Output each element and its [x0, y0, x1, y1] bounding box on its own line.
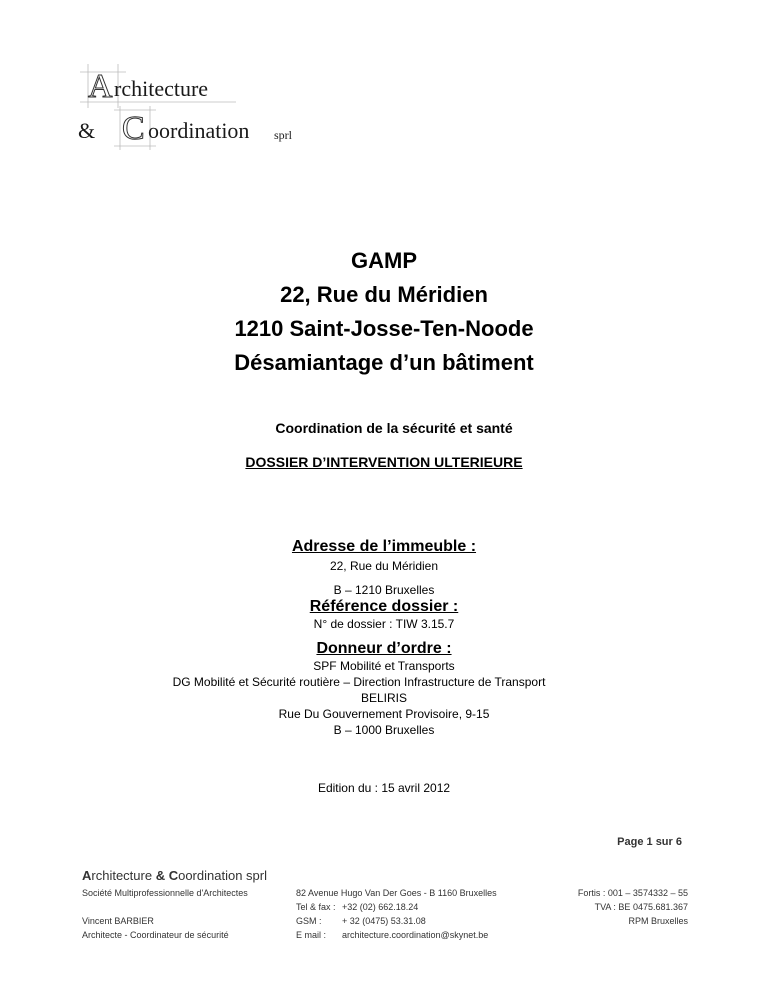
footer-tva: TVA : BE 0475.681.367: [594, 902, 688, 912]
adresse-line-2: B – 1210 Bruxelles: [333, 583, 435, 597]
title-line-4: Désamiantage d’un bâtiment: [234, 350, 534, 375]
donneur-section: [0, 640, 768, 738]
footer-rpm: RPM Bruxelles: [628, 916, 688, 926]
adresse-section: [0, 538, 768, 598]
title-line-1: GAMP: [351, 248, 417, 273]
donneur-heading: Donneur d’ordre :: [316, 640, 452, 657]
footer-col1-line: Société Multiprofessionnelle d'Architectes: [82, 888, 248, 898]
footer-company-amp: &: [155, 868, 166, 883]
footer-col1-line: Architecte - Coordinateur de sécurité: [82, 930, 229, 940]
logo-sprl: sprl: [274, 128, 292, 142]
adresse-heading: Adresse de l’immeuble :: [291, 538, 477, 555]
donneur-line-1: SPF Mobilité et Transports: [313, 659, 455, 673]
footer-tel-label: Tel & fax :: [296, 902, 336, 912]
page-number: Page 1 sur 6: [617, 836, 682, 848]
logo-ampersand: &: [78, 118, 96, 143]
footer-bank: Fortis : 001 – 3574332 – 55: [577, 888, 688, 898]
title-line-3: 1210 Saint-Josse-Ten-Noode: [234, 316, 534, 341]
reference-heading: Référence dossier :: [309, 598, 459, 615]
footer-address: 82 Avenue Hugo Van Der Goes - B 1160 Bruxelles: [296, 888, 497, 898]
footer-company-c: C: [165, 868, 179, 883]
footer-company-rest-1: rchitecture: [91, 868, 156, 883]
donneur-line-4: Rue Du Gouvernement Provisoire, 9-15: [278, 707, 490, 721]
footer-email-value: architecture.coordination@skynet.be: [342, 930, 489, 940]
footer-col1-line: Vincent BARBIER: [82, 916, 154, 926]
dossier-type: DOSSIER D’INTERVENTION ULTERIEURE: [245, 454, 523, 470]
logo-big-c: C: [122, 110, 145, 147]
subtitle: Coordination de la sécurité et santé: [275, 420, 513, 436]
footer-company-rest-2: oordination sprl: [178, 868, 267, 883]
footer-company-a: A: [82, 868, 92, 883]
donneur-line-3: BELIRIS: [360, 691, 408, 705]
company-logo: [78, 62, 328, 152]
footer-col-3: [578, 886, 688, 928]
edition-date: Edition du : 15 avril 2012: [317, 781, 451, 795]
footer-gsm-label: GSM :: [296, 916, 322, 926]
logo-big-a: A: [88, 68, 113, 105]
footer-tel-value: +32 (02) 662.18.24: [342, 902, 419, 912]
footer-gsm-value: + 32 (0475) 53.31.08: [342, 916, 426, 926]
title-line-2: 22, Rue du Méridien: [280, 282, 488, 307]
donneur-line-2: DG Mobilité et Sécurité routière – Direction Infrastructure de Transport: [172, 675, 546, 689]
logo-word-architecture: rchitecture: [114, 76, 209, 101]
donneur-line-5: B – 1000 Bruxelles: [333, 723, 435, 737]
title-block: [0, 244, 768, 380]
adresse-line-1: 22, Rue du Méridien: [329, 559, 439, 573]
footer-company-name: [82, 868, 267, 883]
footer-col-2: [296, 886, 497, 942]
reference-line-1: N° de dossier : TIW 3.15.7: [313, 617, 455, 631]
footer-col-1: [82, 886, 248, 942]
logo-word-coordination: oordination: [148, 118, 250, 143]
footer-email-label: E mail :: [296, 930, 327, 940]
reference-section: [0, 598, 768, 632]
footer-col1-spacer: [82, 900, 248, 914]
